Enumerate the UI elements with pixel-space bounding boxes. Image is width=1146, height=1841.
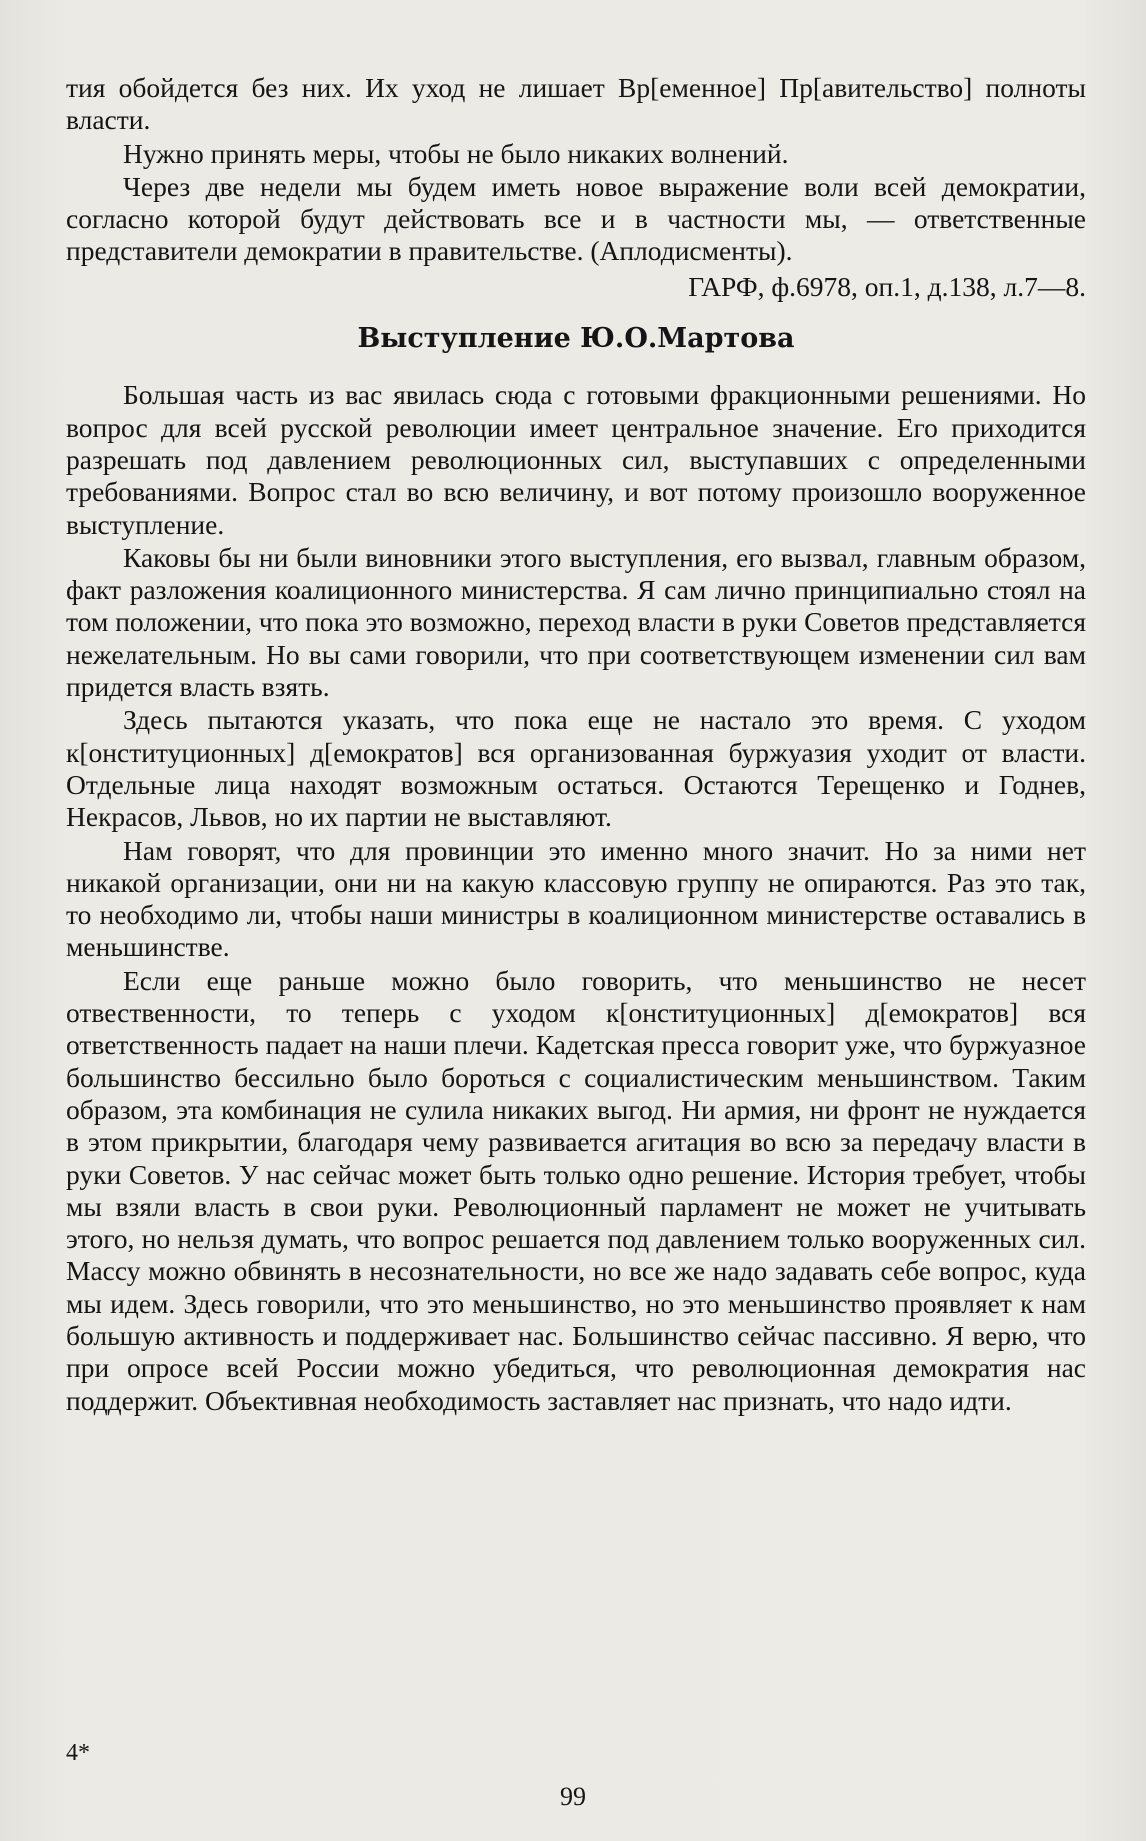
page-number: 99	[560, 1782, 586, 1811]
paragraph: Нам говорят, что для провинции это именно много значит. Но за ними нет никакой организации, они ни на какую классовую группу не опираются. Раз это так, то необходимо ли, чтобы наши министры в коалиционном министерстве оставались в меньшинстве.	[66, 834, 1086, 963]
paragraph: Здесь пытаются указать, что пока еще не настало это время. С уходом к[онституционных] д[емократов] вся организованная буржуазия уходит от власти. Отдельные лица находят возможным остаться. Остаются Терещенко и Годнев, Некрасов, Львов, но их партии не выставляют.	[66, 704, 1086, 833]
source-citation: ГАРФ, ф.6978, оп.1, д.138, л.7—8.	[688, 270, 1086, 302]
paragraph: Через две недели мы будем иметь новое выражение воли всей демократии, согласно которой будут действовать все и в частности мы, — ответственные представители демократии в правительстве. (Аплодисменты).	[66, 170, 1086, 267]
section-heading: Выступление Ю.О.Мартова	[357, 323, 795, 355]
paragraph: Нужно принять меры, чтобы не было никаких волнений.	[123, 137, 789, 169]
footnote-mark: 4*	[66, 1740, 90, 1766]
paragraph: Если еще раньше можно было говорить, что меньшинство не несет отвественности, то теперь с уходом к[онституционных] д[емократов] вся ответственность падает на наши плечи. Кадетская пресса говорит уже, что буржуазное большинство бессильно было бороться с социалистическим меньшинством. Таким образом, эта комбинация не сулила никаких выгод. Ни армия, ни фронт не нуждается в этом прикрытии, благодаря чему развивается агитация во всю за передачу власти в руки Советов. У нас сейчас может быть только одно решение. История требует, чтобы мы взяли власть в свои руки. Революционный парламент не может не учитывать этого, но нельзя думать, что вопрос решается под давлением только вооруженных сил. Массу можно обвинять в несознательности, но все же надо задавать себе вопрос, куда мы идем. Здесь говорили, что это меньшинство, но это меньшинство проявляет к нам большую активность и поддерживает нас. Большинство сейчас пассивно. Я верю, что при опросе всей России можно убедиться, что революционная демократия нас поддержит. Объективная необходимость заставляет нас признать, что надо идти.	[66, 964, 1086, 1416]
paragraph: Каковы бы ни были виновники этого выступления, его вызвал, главным образом, факт разложения коалиционного министерства. Я сам лично принципиально стоял на том положении, что пока это возможно, переход власти в руки Советов представляется нежелательным. Но вы сами говорили, что при соответствующем изменении сил вам придется власть взять.	[66, 541, 1086, 703]
paragraph-continuation: тия обойдется без них. Их уход не лишает Вр[еменное] Пр[авительство] полноты власти.	[66, 72, 1086, 136]
paragraph: Большая часть из вас явилась сюда с готовыми фракционными решениями. Но вопрос для всей русской революции имеет центральное значение. Его приходится разрешать под давлением революционных сил, выступавших с определенными требованиями. Вопрос стал во всю величину, и вот потому произошло вооруженное выступление.	[66, 379, 1086, 540]
text-column	[66, 72, 1086, 1418]
